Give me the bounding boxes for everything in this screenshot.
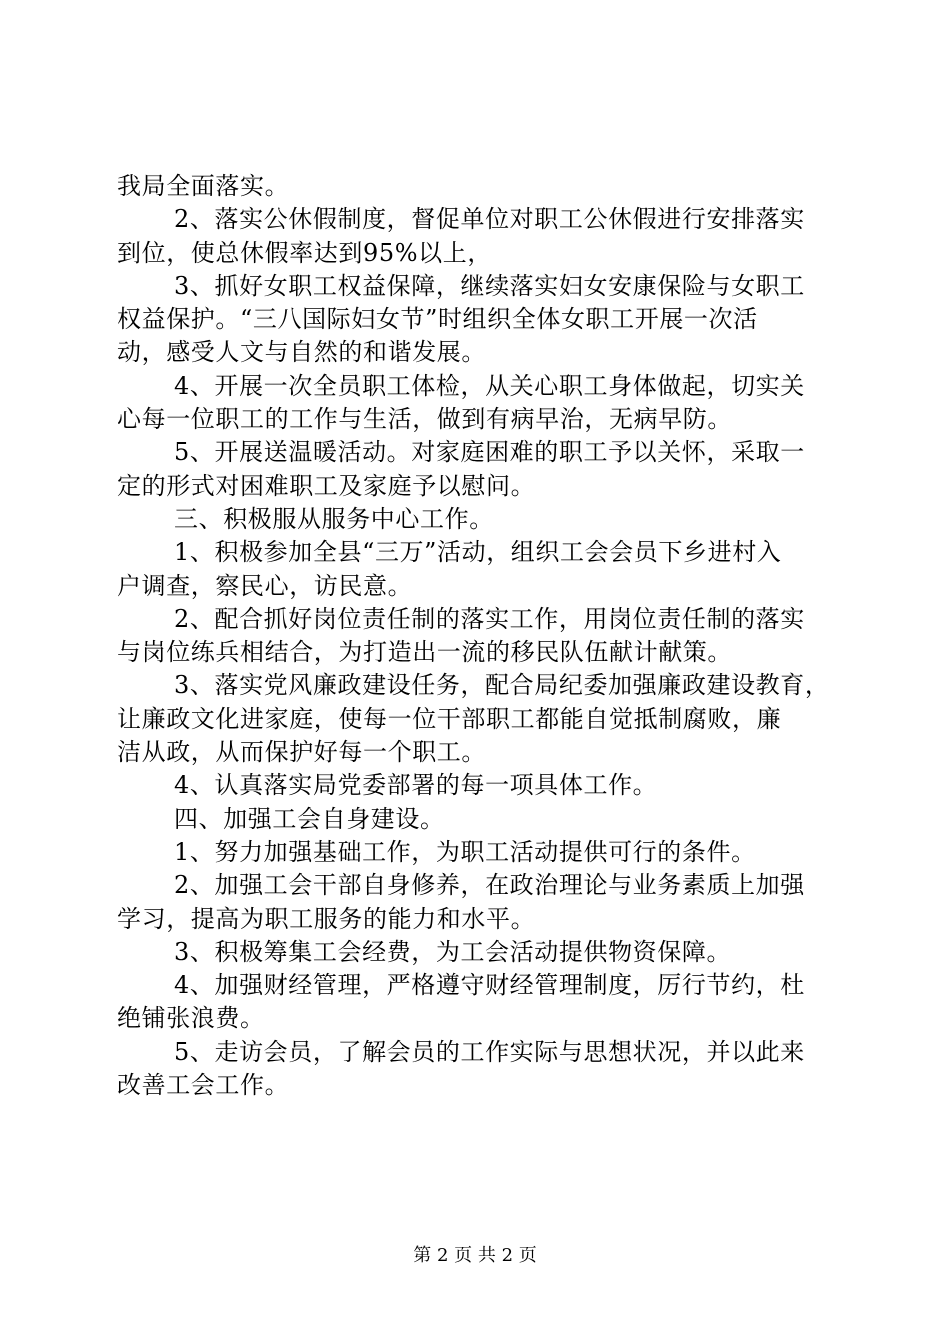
text-line: 洁从政，从而保护好每一个职工。 <box>117 738 486 767</box>
text-line: 4、开展一次全员职工体检，从关心职工身体做起，切实关 <box>174 371 805 400</box>
text-line: 动，感受人文与自然的和谐发展。 <box>117 338 486 367</box>
text-line: 1、努力加强基础工作，为职工活动提供可行的条件。 <box>174 837 756 866</box>
text-line: 户调查，察民心，访民意。 <box>117 571 413 600</box>
text-line: 3、抓好女职工权益保障，继续落实妇女安康保险与女职工 <box>174 271 805 300</box>
text-line: 4、加强财经管理，严格遵守财经管理制度，厉行节约，杜 <box>174 971 805 1000</box>
document-body <box>117 170 837 1102</box>
text-line: 4、认真落实局党委部署的每一项具体工作。 <box>174 771 658 800</box>
text-line: 2、落实公休假制度，督促单位对职工公休假进行安排落实 <box>174 205 805 234</box>
text-line: 与岗位练兵相结合，为打造出一流的移民队伍献计献策。 <box>117 638 732 667</box>
text-line: 我局全面落实。 <box>117 172 290 200</box>
text-line: 权益保护。“三八国际妇女节”时组织全体女职工开展一次活 <box>117 305 758 334</box>
text-line: 心每一位职工的工作与生活，做到有病早治，无病早防。 <box>117 405 732 434</box>
text-line: 学习，提高为职工服务的能力和水平。 <box>117 904 536 933</box>
text-line: 绝铺张浪费。 <box>117 1004 265 1033</box>
text-line: 改善工会工作。 <box>117 1071 290 1100</box>
page-number-label: 第 2 页 共 2 页 <box>413 1245 537 1266</box>
section-heading: 三、积极服从服务中心工作。 <box>174 504 494 533</box>
text-line: 5、开展送温暖活动。对家庭困难的职工予以关怀，采取一 <box>174 438 805 467</box>
text-line: 5、走访会员，了解会员的工作实际与思想状况，并以此来 <box>174 1037 805 1066</box>
text-line: 让廉政文化进家庭，使每一位干部职工都能自觉抵制腐败，廉 <box>117 704 782 733</box>
text-line: 3、积极筹集工会经费，为工会活动提供物资保障。 <box>174 937 732 966</box>
text-line: 2、加强工会干部自身修养，在政治理论与业务素质上加强 <box>174 871 805 900</box>
page-footer <box>0 1244 950 1268</box>
text-line: 定的形式对困难职工及家庭予以慰问。 <box>117 471 536 500</box>
text-line: 3、落实党风廉政建设任务，配合局纪委加强廉政建设教育， <box>174 671 830 700</box>
section-heading: 四、加强工会自身建设。 <box>174 804 445 833</box>
text-line: 2、配合抓好岗位责任制的落实工作，用岗位责任制的落实 <box>174 604 805 633</box>
text-line: 到位，使总休假率达到95%以上， <box>117 238 492 267</box>
text-line: 1、积极参加全县“三万”活动，组织工会会员下乡进村入 <box>174 538 782 567</box>
